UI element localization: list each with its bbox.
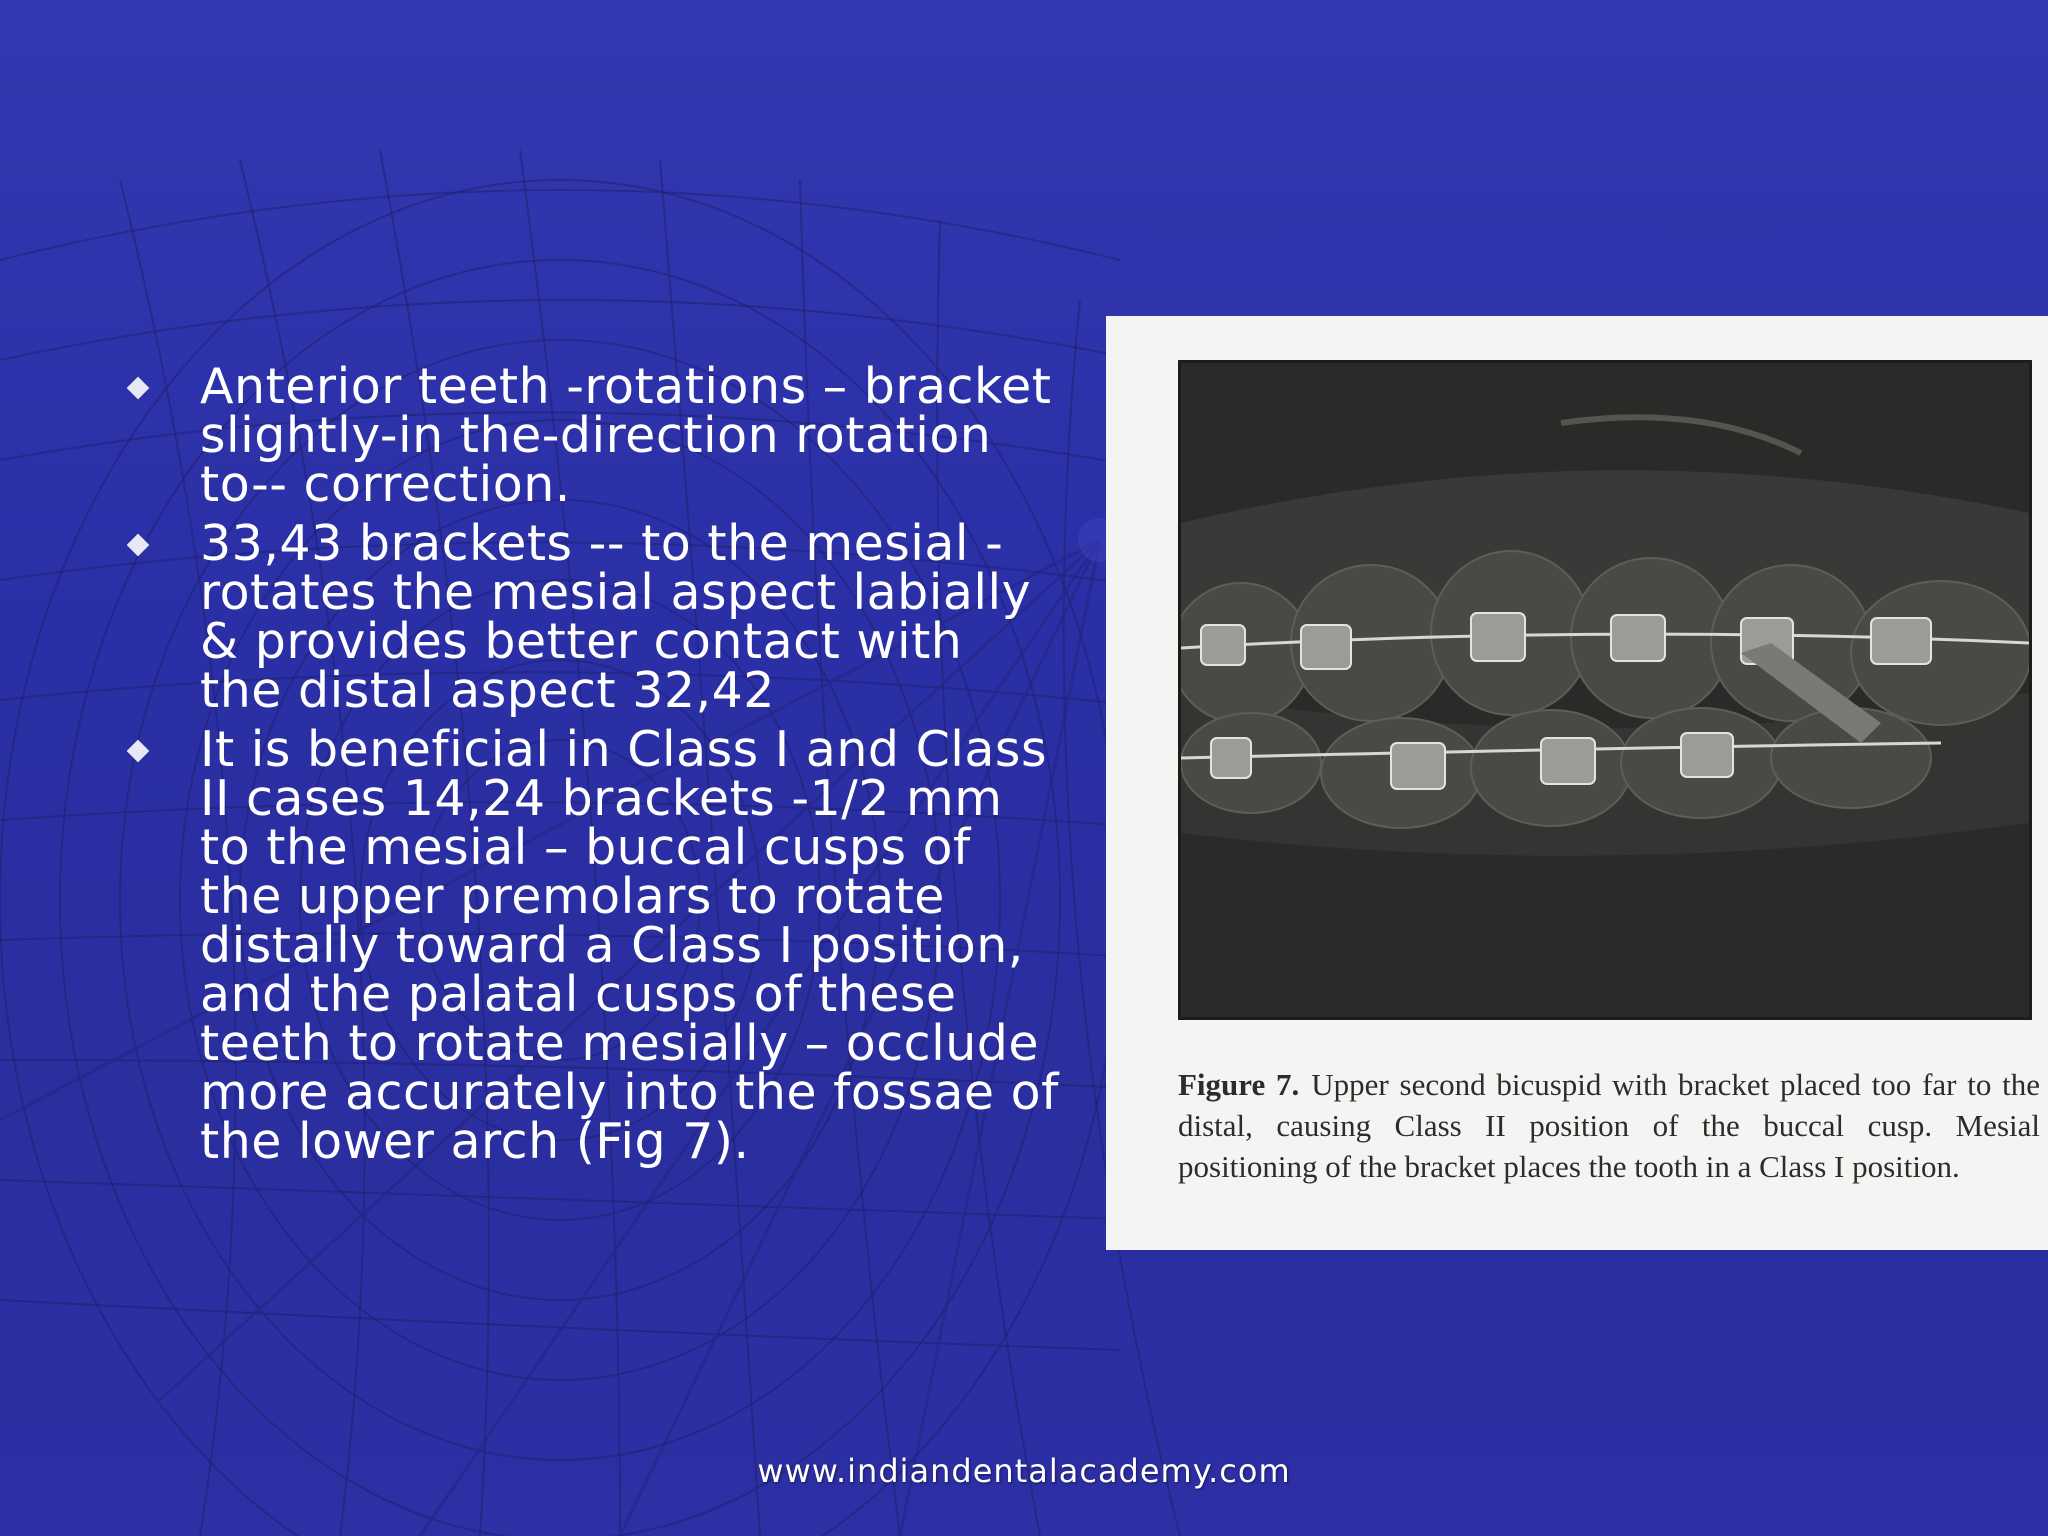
- footer-website: www.indiandentalacademy.com: [757, 1452, 1291, 1490]
- bullet-text: 33,43 brackets -- to the mesial - rotates the mesial aspect labially & provides better contact with the distal aspect 32,42: [200, 515, 1032, 719]
- figure-caption-text: Upper second bicuspid with bracket placed too far to the distal, causing Class II position of the buccal cusp. Mesial positioning of the bracket places the tooth in a Class I position.: [1178, 1067, 2040, 1184]
- bullet-text: Anterior teeth -rotations – bracket slightly-in the-direction rotation to-- correction.: [200, 358, 1052, 513]
- diamond-bullet-icon: [127, 377, 150, 400]
- figure-card: [1106, 316, 2048, 1250]
- diamond-bullet-icon: [127, 740, 150, 763]
- diamond-bullet-icon: [127, 534, 150, 557]
- bullet-item: [120, 721, 1060, 1170]
- bullet-text: It is beneficial in Class I and Class II cases 14,24 brackets -1/2 mm to the mesial – buccal cusps of the upper premolars to rotate distally toward a Class I position, and the palatal cusps of these teeth to rotate mesially – occlude more accurately into the fossae of the lower arch (Fig 7).: [200, 721, 1059, 1170]
- figure-label: Figure 7.: [1178, 1067, 1300, 1102]
- bullet-list: [120, 358, 1060, 1176]
- figure-caption: [1178, 1064, 2040, 1187]
- bullet-item: [120, 358, 1060, 513]
- bullet-item: [120, 515, 1060, 719]
- dental-braces-photo: [1178, 360, 2032, 1020]
